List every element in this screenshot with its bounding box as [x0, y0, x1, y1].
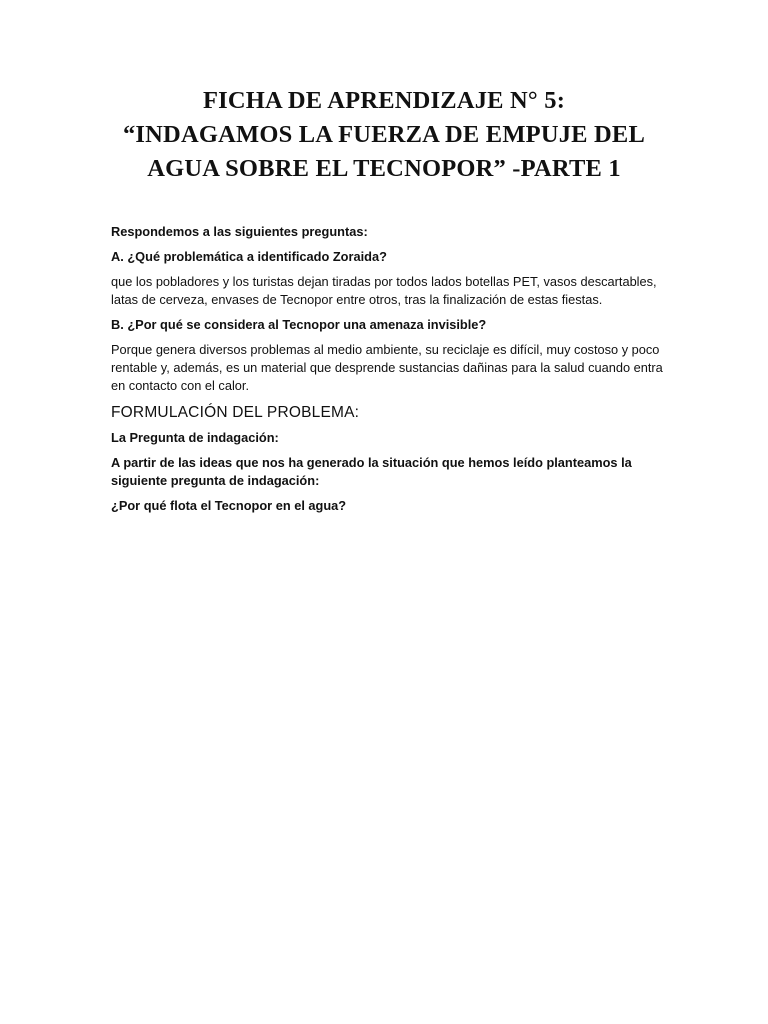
document-body: [111, 223, 671, 522]
intro-text: Respondemos a las siguientes preguntas:: [111, 224, 368, 239]
subheading: La Pregunta de indagación:: [111, 430, 279, 445]
instruction-text: A partir de las ideas que nos ha generado la situación que hemos leído planteamos la siguiente pregunta de indagación:: [111, 455, 632, 488]
section-heading: FORMULACIÓN DEL PROBLEMA:: [111, 404, 360, 421]
title-line-2: “INDAGAMOS LA FUERZA DE EMPUJE DEL: [122, 121, 646, 148]
answer-a: que los pobladores y los turistas dejan tiradas por todos lados botellas PET, vasos descartables, latas de cerveza, envases de Tecnopor entre otros, tras la finalización de estas fiestas.: [111, 274, 657, 307]
inquiry-question: ¿Por qué flota el Tecnopor en el agua?: [111, 498, 347, 513]
question-a: A. ¿Qué problemática a identificado Zoraida?: [111, 249, 387, 264]
title-line-1: FICHA DE APRENDIZAJE N° 5:: [202, 87, 566, 114]
answer-b: Porque genera diversos problemas al medio ambiente, su reciclaje es difícil, muy costoso y poco rentable y, además, es un material que desprende sustancias dañinas para la salud cuando entra en contacto con el calor.: [111, 342, 663, 393]
title-line-3: AGUA SOBRE EL TECNOPOR” -PARTE 1: [147, 155, 621, 182]
document-title: [60, 84, 708, 186]
question-b: B. ¿Por qué se considera al Tecnopor una amenaza invisible?: [111, 317, 487, 332]
